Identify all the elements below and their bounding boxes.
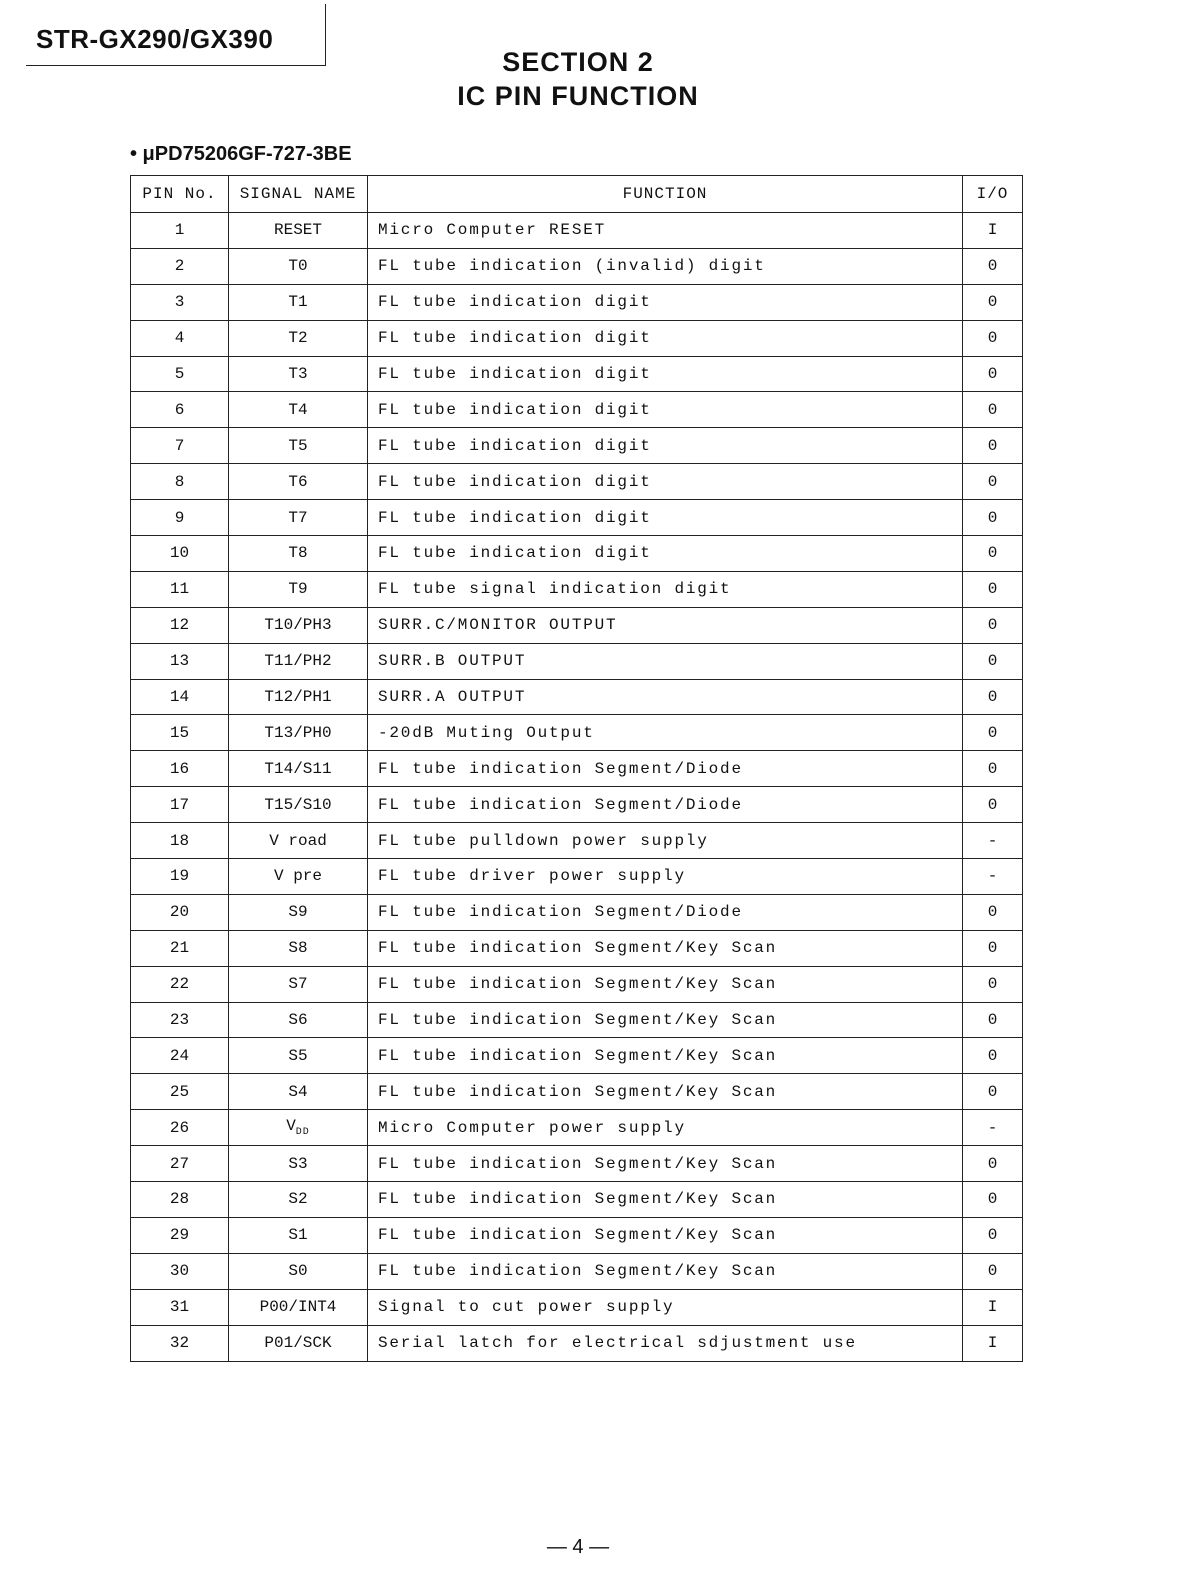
pin-number: 7 bbox=[131, 428, 229, 464]
pin-function: FL tube indication Segment/Key Scan bbox=[368, 930, 963, 966]
pin-number: 3 bbox=[131, 284, 229, 320]
header-io: I/O bbox=[963, 176, 1023, 213]
pin-io: - bbox=[963, 859, 1023, 895]
pin-io: 0 bbox=[963, 1002, 1023, 1038]
pin-function: FL tube indication digit bbox=[368, 464, 963, 500]
table-row bbox=[131, 715, 1023, 751]
signal-name: RESET bbox=[229, 213, 368, 249]
pin-number: 24 bbox=[131, 1038, 229, 1074]
pin-number: 23 bbox=[131, 1002, 229, 1038]
pin-function: SURR.B OUTPUT bbox=[368, 643, 963, 679]
pin-function: FL tube indication (invalid) digit bbox=[368, 248, 963, 284]
pin-io: 0 bbox=[963, 392, 1023, 428]
pin-function: FL tube indication Segment/Key Scan bbox=[368, 1253, 963, 1289]
pin-io: 0 bbox=[963, 607, 1023, 643]
header-pin-no: PIN No. bbox=[131, 176, 229, 213]
pin-number: 1 bbox=[131, 213, 229, 249]
table-row bbox=[131, 787, 1023, 823]
pin-io: 0 bbox=[963, 1217, 1023, 1253]
table-row bbox=[131, 248, 1023, 284]
signal-name: T5 bbox=[229, 428, 368, 464]
pin-function: FL tube indication Segment/Diode bbox=[368, 751, 963, 787]
signal-name: P01/SCK bbox=[229, 1325, 368, 1361]
pin-io: 0 bbox=[963, 715, 1023, 751]
table-row bbox=[131, 392, 1023, 428]
table-row bbox=[131, 356, 1023, 392]
pin-function: Micro Computer power supply bbox=[368, 1110, 963, 1146]
pin-number: 18 bbox=[131, 823, 229, 859]
pin-number: 8 bbox=[131, 464, 229, 500]
table-row bbox=[131, 500, 1023, 536]
pin-function: SURR.A OUTPUT bbox=[368, 679, 963, 715]
pin-io: 0 bbox=[963, 500, 1023, 536]
table-row bbox=[131, 284, 1023, 320]
table-row bbox=[131, 607, 1023, 643]
signal-name: S1 bbox=[229, 1217, 368, 1253]
pin-io: 0 bbox=[963, 248, 1023, 284]
pin-number: 10 bbox=[131, 536, 229, 572]
pin-function: FL tube indication digit bbox=[368, 536, 963, 572]
pin-function: Signal to cut power supply bbox=[368, 1289, 963, 1325]
pin-number: 22 bbox=[131, 966, 229, 1002]
pin-function: FL tube indication Segment/Key Scan bbox=[368, 1146, 963, 1182]
pin-number: 19 bbox=[131, 859, 229, 895]
pin-number: 2 bbox=[131, 248, 229, 284]
pin-io: 0 bbox=[963, 536, 1023, 572]
pin-io: 0 bbox=[963, 930, 1023, 966]
pin-function: FL tube pulldown power supply bbox=[368, 823, 963, 859]
signal-name: S9 bbox=[229, 894, 368, 930]
pin-function: FL tube signal indication digit bbox=[368, 571, 963, 607]
table-row bbox=[131, 320, 1023, 356]
pin-function: Micro Computer RESET bbox=[368, 213, 963, 249]
pin-number: 30 bbox=[131, 1253, 229, 1289]
table-row bbox=[131, 823, 1023, 859]
section-title: IC PIN FUNCTION bbox=[457, 81, 699, 111]
pin-io: 0 bbox=[963, 284, 1023, 320]
pin-number: 5 bbox=[131, 356, 229, 392]
pin-function-table bbox=[130, 175, 1023, 1362]
pin-io: 0 bbox=[963, 571, 1023, 607]
signal-name: S7 bbox=[229, 966, 368, 1002]
pin-function: FL tube indication Segment/Diode bbox=[368, 894, 963, 930]
table-row bbox=[131, 1253, 1023, 1289]
table-row bbox=[131, 464, 1023, 500]
ic-part-number: • μPD75206GF-727-3BE bbox=[130, 143, 352, 165]
pin-number: 13 bbox=[131, 643, 229, 679]
signal-name: S5 bbox=[229, 1038, 368, 1074]
pin-number: 26 bbox=[131, 1110, 229, 1146]
pin-function: FL tube indication Segment/Diode bbox=[368, 787, 963, 823]
signal-name: T14/S11 bbox=[229, 751, 368, 787]
signal-name-subscript: DD bbox=[295, 1127, 310, 1139]
pin-number: 14 bbox=[131, 679, 229, 715]
pin-function: -20dB Muting Output bbox=[368, 715, 963, 751]
pin-function: FL tube indication Segment/Key Scan bbox=[368, 966, 963, 1002]
signal-name: S4 bbox=[229, 1074, 368, 1110]
signal-name: T13/PH0 bbox=[229, 715, 368, 751]
pin-number: 28 bbox=[131, 1182, 229, 1218]
pin-io: 0 bbox=[963, 1253, 1023, 1289]
table-row bbox=[131, 1110, 1023, 1146]
pin-io: 0 bbox=[963, 1038, 1023, 1074]
table-row bbox=[131, 1217, 1023, 1253]
table-row bbox=[131, 571, 1023, 607]
page-number: — 4 — bbox=[546, 1536, 610, 1558]
signal-name: T12/PH1 bbox=[229, 679, 368, 715]
table-row bbox=[131, 966, 1023, 1002]
header-signal-name: SIGNAL NAME bbox=[229, 176, 368, 213]
signal-name: T9 bbox=[229, 571, 368, 607]
table-row bbox=[131, 930, 1023, 966]
pin-number: 21 bbox=[131, 930, 229, 966]
signal-name: S2 bbox=[229, 1182, 368, 1218]
pin-io: I bbox=[963, 1325, 1023, 1361]
signal-name: P00/INT4 bbox=[229, 1289, 368, 1325]
signal-name: T10/PH3 bbox=[229, 607, 368, 643]
pin-function: FL tube indication Segment/Key Scan bbox=[368, 1038, 963, 1074]
signal-name: T4 bbox=[229, 392, 368, 428]
pin-io: I bbox=[963, 1289, 1023, 1325]
pin-io: - bbox=[963, 1110, 1023, 1146]
pin-number: 11 bbox=[131, 571, 229, 607]
table-body bbox=[131, 213, 1023, 1362]
table-row bbox=[131, 1002, 1023, 1038]
table-row bbox=[131, 643, 1023, 679]
pin-io: 0 bbox=[963, 894, 1023, 930]
table-row bbox=[131, 859, 1023, 895]
pin-number: 9 bbox=[131, 500, 229, 536]
pin-io: 0 bbox=[963, 1146, 1023, 1182]
table-header-row bbox=[131, 176, 1023, 213]
signal-name: T6 bbox=[229, 464, 368, 500]
table-row bbox=[131, 536, 1023, 572]
signal-name: T1 bbox=[229, 284, 368, 320]
signal-name: V road bbox=[229, 823, 368, 859]
table-row bbox=[131, 1325, 1023, 1361]
signal-name-main: V bbox=[286, 1117, 296, 1136]
table-row bbox=[131, 1038, 1023, 1074]
pin-io: 0 bbox=[963, 356, 1023, 392]
pin-io: 0 bbox=[963, 464, 1023, 500]
table-row bbox=[131, 751, 1023, 787]
pin-io: 0 bbox=[963, 1182, 1023, 1218]
signal-name: T7 bbox=[229, 500, 368, 536]
pin-number: 25 bbox=[131, 1074, 229, 1110]
pin-io: 0 bbox=[963, 679, 1023, 715]
pin-function: FL tube indication Segment/Key Scan bbox=[368, 1217, 963, 1253]
pin-function: FL tube indication Segment/Key Scan bbox=[368, 1182, 963, 1218]
section-number: SECTION 2 bbox=[502, 47, 654, 77]
pin-number: 29 bbox=[131, 1217, 229, 1253]
pin-io: 0 bbox=[963, 320, 1023, 356]
table-row bbox=[131, 1182, 1023, 1218]
signal-name: T11/PH2 bbox=[229, 643, 368, 679]
signal-name: T8 bbox=[229, 536, 368, 572]
pin-io: 0 bbox=[963, 428, 1023, 464]
pin-number: 32 bbox=[131, 1325, 229, 1361]
header-function: FUNCTION bbox=[368, 176, 963, 213]
pin-function: Serial latch for electrical sdjustment use bbox=[368, 1325, 963, 1361]
pin-function: SURR.C/MONITOR OUTPUT bbox=[368, 607, 963, 643]
pin-io: 0 bbox=[963, 751, 1023, 787]
pin-io: 0 bbox=[963, 1074, 1023, 1110]
table-row bbox=[131, 428, 1023, 464]
signal-name: T3 bbox=[229, 356, 368, 392]
table-row bbox=[131, 894, 1023, 930]
signal-name: T2 bbox=[229, 320, 368, 356]
pin-io: - bbox=[963, 823, 1023, 859]
pin-io: 0 bbox=[963, 966, 1023, 1002]
pin-number: 12 bbox=[131, 607, 229, 643]
pin-number: 27 bbox=[131, 1146, 229, 1182]
signal-name: S3 bbox=[229, 1146, 368, 1182]
model-name: STR-GX290/GX390 bbox=[36, 24, 274, 54]
signal-name: V pre bbox=[229, 859, 368, 895]
pin-io: I bbox=[963, 213, 1023, 249]
pin-function: FL tube indication digit bbox=[368, 284, 963, 320]
pin-function: FL tube indication digit bbox=[368, 428, 963, 464]
pin-function: FL tube indication Segment/Key Scan bbox=[368, 1002, 963, 1038]
pin-io: 0 bbox=[963, 787, 1023, 823]
signal-name bbox=[229, 1110, 368, 1146]
table-row bbox=[131, 1289, 1023, 1325]
pin-function: FL tube indication digit bbox=[368, 320, 963, 356]
table-row bbox=[131, 679, 1023, 715]
signal-name: S6 bbox=[229, 1002, 368, 1038]
signal-name: T15/S10 bbox=[229, 787, 368, 823]
pin-function: FL tube indication digit bbox=[368, 392, 963, 428]
signal-name: S0 bbox=[229, 1253, 368, 1289]
pin-function: FL tube driver power supply bbox=[368, 859, 963, 895]
table-row bbox=[131, 213, 1023, 249]
pin-function: FL tube indication Segment/Key Scan bbox=[368, 1074, 963, 1110]
pin-number: 17 bbox=[131, 787, 229, 823]
signal-name: T0 bbox=[229, 248, 368, 284]
pin-number: 15 bbox=[131, 715, 229, 751]
pin-function: FL tube indication digit bbox=[368, 356, 963, 392]
pin-function: FL tube indication digit bbox=[368, 500, 963, 536]
signal-name: S8 bbox=[229, 930, 368, 966]
pin-number: 20 bbox=[131, 894, 229, 930]
pin-number: 4 bbox=[131, 320, 229, 356]
table-row bbox=[131, 1074, 1023, 1110]
table-row bbox=[131, 1146, 1023, 1182]
pin-io: 0 bbox=[963, 643, 1023, 679]
pin-number: 16 bbox=[131, 751, 229, 787]
pin-number: 31 bbox=[131, 1289, 229, 1325]
pin-number: 6 bbox=[131, 392, 229, 428]
